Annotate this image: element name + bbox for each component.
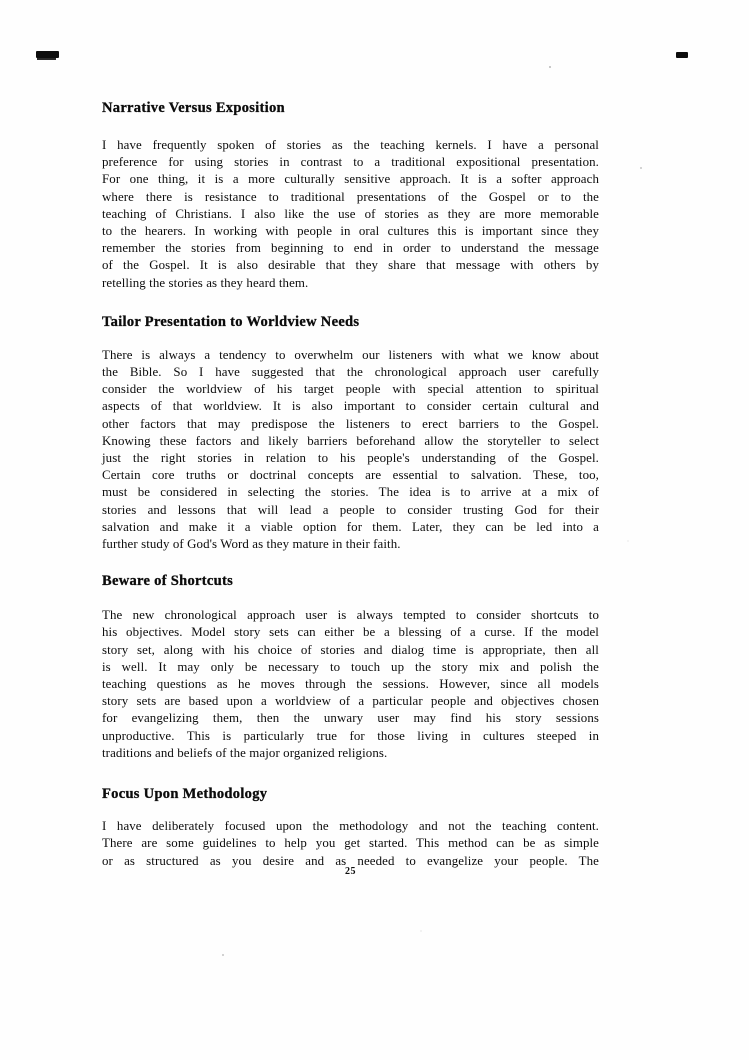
text-line: where there is resistance to traditional presentations of the Gospel or to the [102,189,599,204]
text-line: teaching of Christians. I also like the use of stories as they are more memorable [102,206,599,221]
text-line: salvation and make it a viable option for them. Later, they can be led into a [102,519,599,534]
text-line: stories and lessons that will lead a people to consider trusting God for their [102,502,599,517]
scan-mark-left [36,51,59,58]
text-line: remember the stories from beginning to end in order to understand the message [102,241,599,256]
text-line: I have deliberately focused upon the methodology and not the teaching content. [102,819,599,834]
document-body [102,99,599,877]
text-line: There is always a tendency to overwhelm our listeners with what we know about [102,347,599,362]
text-line: is well. It may only be necessary to touch up the story mix and polish the [102,659,599,674]
text-line: his objectives. Model story sets can either be a blessing of a curse. If the model [102,625,599,640]
page-number: 25 [345,865,356,877]
paragraph [102,137,599,292]
text-line: of the Gospel. It is also desirable that they share that message with others by [102,258,599,273]
text-line: must be considered in selecting the stories. The idea is to arrive at a mix of [102,485,599,500]
text-line: for evangelizing them, then the unwary user may find his story sessions [102,711,599,726]
text-line: consider the worldview of his target people with special attention to spiritual [102,382,599,397]
text-line: further study of God's Word as they mature in their faith. [102,537,401,552]
text-line: to the hearers. In working with people in oral cultures this is important since they [102,224,599,239]
paragraph [102,347,599,553]
text-line: The new chronological approach user is always tempted to consider shortcuts to [102,608,599,623]
text-line: Certain core truths or doctrinal concepts are essential to salvation. These, too, [102,468,599,483]
text-line: retelling the stories as they heard them. [102,275,309,290]
text-line: traditions and beliefs of the major organized religions. [102,745,388,760]
text-line: I have frequently spoken of stories as the teaching kernels. I have a personal [102,138,599,152]
text-line: unproductive. This is particularly true for those living in cultures steeped in [102,728,599,743]
text-line: aspects of that worldview. It is also important to consider certain cultural and [102,399,599,414]
text-line: There are some guidelines to help you get started. This method can be as simple [102,836,599,851]
section-heading-tailor-presentation: Tailor Presentation to Worldview Needs [102,313,360,330]
text-line: the Bible. So I have suggested that the chronological approach user carefully [102,365,599,380]
text-line: just the right stories in relation to his people's understanding of the Gospel. [102,451,599,466]
text-line: story set, along with his choice of stories and dialog time is appropriate, then all [102,642,599,657]
text-line: Knowing these factors and likely barriers beforehand allow the storyteller to select [102,433,599,448]
section-heading-narrative-versus-exposition: Narrative Versus Exposition [102,100,285,116]
scan-speckles [0,0,2,2]
text-line: preference for using stories in contrast to a traditional expositional presentation. [102,155,599,170]
text-line: For one thing, it is a more culturally sensitive approach. It is a softer approach [102,172,599,187]
text-line: or as structured as you desire and as needed to evangelize your people. The [102,853,599,868]
paragraph [102,607,599,762]
text-line: other factors that may predispose the listeners to erect barriers to the Gospel. [102,416,599,431]
scan-mark-right [676,52,688,58]
text-line: story sets are based upon a worldview of a particular people and objectives chosen [102,694,599,709]
section-heading-beware-of-shortcuts: Beware of Shortcuts [102,573,234,590]
paragraph [102,818,599,870]
section-heading-focus-upon-methodology: Focus Upon Methodology [102,786,268,803]
text-line: teaching questions as he moves through the sessions. However, since all models [102,677,599,692]
